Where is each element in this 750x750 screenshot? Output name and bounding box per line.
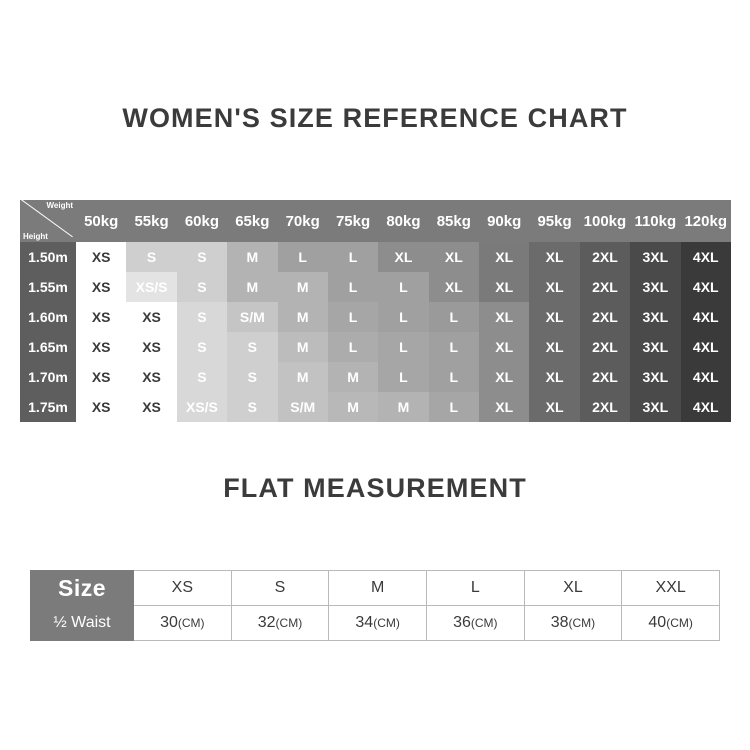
size-cell: S [177, 242, 227, 272]
flat-waist-value-3 [329, 606, 427, 641]
weight-axis-label: Weight [46, 201, 73, 210]
size-cell: L [328, 302, 378, 332]
size-cell: XS [76, 362, 126, 392]
size-cell: L [328, 332, 378, 362]
measurement-number: 30 [160, 614, 178, 631]
size-cell: S [227, 332, 277, 362]
flat-size-header-4: L [426, 571, 524, 606]
table-row [20, 200, 731, 242]
size-cell: L [429, 302, 479, 332]
weight-header-5: 70kg [278, 200, 328, 242]
size-cell: XS [126, 392, 176, 422]
height-header-1: 1.50m [20, 242, 76, 272]
axis-corner-cell [20, 200, 76, 242]
size-cell: L [328, 272, 378, 302]
size-cell: XS [126, 302, 176, 332]
flat-measurement-table [30, 570, 720, 641]
size-cell: M [278, 302, 328, 332]
size-table-header [20, 200, 731, 242]
size-cell: 4XL [681, 362, 732, 392]
weight-header-12: 110kg [630, 200, 680, 242]
size-cell: 2XL [580, 272, 630, 302]
size-cell: S [177, 362, 227, 392]
size-cell: XL [429, 272, 479, 302]
height-axis-label: Height [23, 232, 48, 241]
size-cell: S/M [227, 302, 277, 332]
size-cell: 4XL [681, 302, 732, 332]
size-cell: 3XL [630, 332, 680, 362]
size-cell: XL [529, 332, 579, 362]
size-cell: XL [479, 362, 529, 392]
size-cell: XS [126, 362, 176, 392]
size-cell: L [429, 392, 479, 422]
measurement-unit: (CM) [373, 616, 400, 630]
size-cell: XL [529, 392, 579, 422]
size-cell: M [227, 272, 277, 302]
section-title-flat-measurement: FLAT MEASUREMENT [223, 473, 527, 503]
size-cell: XL [429, 242, 479, 272]
size-cell: 2XL [580, 332, 630, 362]
size-cell: M [278, 272, 328, 302]
size-cell: 4XL [681, 332, 732, 362]
size-cell: S [227, 362, 277, 392]
size-cell: S [177, 302, 227, 332]
size-cell: L [378, 362, 428, 392]
size-cell: XS [76, 242, 126, 272]
size-cell: XL [529, 302, 579, 332]
measurement-number: 40 [648, 614, 667, 631]
height-header-5: 1.70m [20, 362, 76, 392]
table-row [20, 362, 731, 392]
table-row [20, 242, 731, 272]
flat-waist-value-5 [524, 606, 622, 641]
measurement-unit: (CM) [275, 616, 303, 630]
size-cell: 3XL [630, 272, 680, 302]
size-cell: XL [378, 242, 428, 272]
size-cell: XS/S [177, 392, 227, 422]
size-cell: 3XL [630, 362, 680, 392]
size-cell: S [227, 392, 277, 422]
flat-row-label-size: Size [31, 571, 134, 606]
weight-header-4: 65kg [227, 200, 277, 242]
flat-waist-value-4 [426, 606, 524, 641]
weight-header-9: 90kg [479, 200, 529, 242]
measurement-number: 38 [550, 614, 569, 631]
size-cell: XL [479, 392, 529, 422]
size-cell: L [429, 362, 479, 392]
measurement-unit: (CM) [568, 616, 596, 630]
table-row [31, 606, 720, 641]
table-row [20, 332, 731, 362]
size-cell: XS [76, 272, 126, 302]
measurement-unit: (CM) [177, 616, 205, 630]
size-cell: XS [76, 392, 126, 422]
size-cell: M [328, 392, 378, 422]
table-row [20, 302, 731, 332]
size-cell: S [126, 242, 176, 272]
size-cell: L [328, 242, 378, 272]
measurement-unit: (CM) [666, 616, 693, 630]
size-cell: M [378, 392, 428, 422]
measurement-number: 32 [257, 614, 276, 631]
size-cell: XL [479, 242, 529, 272]
size-cell: 4XL [681, 392, 732, 422]
weight-header-8: 85kg [429, 200, 479, 242]
flat-waist-value-6 [622, 606, 720, 641]
size-cell: 4XL [681, 242, 732, 272]
size-cell: XL [529, 362, 579, 392]
size-cell: XS [76, 332, 126, 362]
measurement-number: 34 [355, 614, 374, 631]
size-cell: 2XL [580, 362, 630, 392]
size-table-body [20, 242, 731, 422]
weight-header-13: 120kg [681, 200, 732, 242]
height-header-6: 1.75m [20, 392, 76, 422]
size-cell: XS [76, 302, 126, 332]
size-cell: L [429, 332, 479, 362]
weight-header-7: 80kg [378, 200, 428, 242]
flat-size-header-2: S [231, 571, 329, 606]
height-header-4: 1.65m [20, 332, 76, 362]
size-cell: M [328, 362, 378, 392]
flat-size-header-6: XXL [622, 571, 720, 606]
flat-waist-value-2 [231, 606, 329, 641]
measurement-number: 36 [453, 614, 471, 631]
flat-size-header-5: XL [524, 571, 622, 606]
size-cell: S [177, 332, 227, 362]
flat-size-header-1: XS [134, 571, 232, 606]
size-cell: M [278, 332, 328, 362]
height-header-3: 1.60m [20, 302, 76, 332]
size-cell: L [278, 242, 328, 272]
size-cell: XL [529, 272, 579, 302]
size-cell: M [278, 362, 328, 392]
size-cell: XS/S [126, 272, 176, 302]
size-reference-table [20, 200, 731, 422]
table-row [20, 272, 731, 302]
flat-measurement-body [31, 571, 720, 641]
weight-header-11: 100kg [580, 200, 630, 242]
table-row [31, 571, 720, 606]
size-cell: XL [479, 272, 529, 302]
size-cell: XL [529, 242, 579, 272]
size-cell: S/M [278, 392, 328, 422]
size-cell: S [177, 272, 227, 302]
size-cell: 2XL [580, 302, 630, 332]
weight-header-3: 60kg [177, 200, 227, 242]
flat-row-label-waist: ½ Waist [31, 606, 134, 641]
weight-header-1: 50kg [76, 200, 126, 242]
page-title: WOMEN'S SIZE REFERENCE CHART [122, 103, 628, 133]
table-row [20, 392, 731, 422]
size-cell: 3XL [630, 242, 680, 272]
size-cell: XL [479, 302, 529, 332]
flat-size-header-3: M [329, 571, 427, 606]
size-cell: 2XL [580, 242, 630, 272]
size-cell: M [227, 242, 277, 272]
size-cell: L [378, 332, 428, 362]
size-cell: 4XL [681, 272, 732, 302]
size-cell: 3XL [630, 392, 680, 422]
size-cell: XL [479, 332, 529, 362]
size-cell: L [378, 302, 428, 332]
size-cell: L [378, 272, 428, 302]
size-cell: 3XL [630, 302, 680, 332]
measurement-unit: (CM) [470, 616, 498, 630]
weight-header-6: 75kg [328, 200, 378, 242]
height-header-2: 1.55m [20, 272, 76, 302]
weight-header-10: 95kg [529, 200, 579, 242]
size-cell: 2XL [580, 392, 630, 422]
weight-header-2: 55kg [126, 200, 176, 242]
size-cell: XS [126, 332, 176, 362]
flat-waist-value-1 [134, 606, 232, 641]
